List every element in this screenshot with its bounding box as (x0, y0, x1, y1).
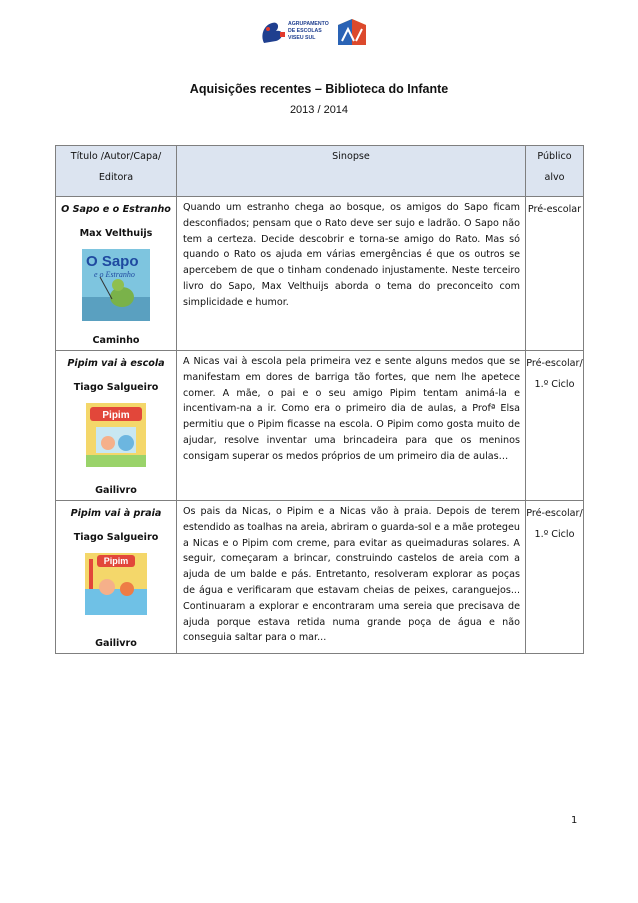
school-logo (258, 15, 368, 51)
book-info-cell (56, 197, 177, 351)
column-header-audience: Público alvo (526, 146, 584, 197)
book-audience: Pré-escolar (526, 197, 584, 351)
table-row (56, 351, 584, 501)
book-synopsis: Quando um estranho chega ao bosque, os amigos do Sapo ficam desconfiados; pensam que o Rato deve ser sujo e ladrão. O Sapo não tem a certeza. Decide descobrir e torna-se amigo do Rato. Mas só quando o Rato os ajuda em várias emergências é que os outros se apercebem de que o tinham condenado injustamente. Neste terceiro livro do Sapo, Max Velthuijs aborda o tema do preconceito com simplicidade e humor. (177, 197, 526, 351)
acquisitions-table (55, 145, 584, 654)
book-author: Max Velthuijs (79, 228, 153, 239)
book-title: Pipim vai à escola (67, 358, 165, 369)
page-title: Aquisições recentes – Biblioteca do Infante (189, 82, 449, 96)
school-emblem-icon (338, 19, 366, 45)
book-title: O Sapo e o Estranho (61, 204, 171, 215)
book-cover-image (86, 403, 146, 467)
page-number: 1 (571, 815, 578, 826)
book-audience: Pré-escolar/ 1.º Ciclo (526, 351, 584, 501)
table-row (56, 197, 584, 351)
book-author: Tiago Salgueiro (73, 532, 159, 543)
book-cover-image (82, 249, 150, 321)
logo-line-2: DE ESCOLAS (288, 28, 322, 34)
table-header-row (56, 146, 584, 197)
logo-line-3: VISEU SUL (288, 35, 316, 41)
book-publisher: Gailivro (95, 638, 137, 649)
table-row (56, 501, 584, 654)
book-synopsis: A Nicas vai à escola pela primeira vez e sente alguns medos que se manifestam em dores de barriga tão fortes, que nem lhe apetece comer. A mãe, o pai e o seu amigo Pipim tentam animá-la e incentivam-na a ir. Como era o primeiro dia de aulas, a Profª Elsa permitiu que o Pipim ficasse na escola. O Pipim como gosta muito de ajudar, resolve inventar uma brincadeira para que os meninos consigam superar os medos próprios de um primeiro dia de aulas… (177, 351, 526, 501)
svg-text:e o Estranho: e o Estranho (94, 270, 135, 279)
column-header-title: Título /Autor/Capa/ Editora (56, 146, 177, 197)
svg-text:O Sapo: O Sapo (86, 253, 139, 270)
book-publisher: Gailivro (95, 485, 137, 496)
logo-line-1: AGRUPAMENTO (288, 21, 329, 27)
book-info-cell (56, 351, 177, 501)
book-publisher: Caminho (92, 335, 140, 346)
book-info-cell (56, 501, 177, 654)
book-author: Tiago Salgueiro (73, 382, 159, 393)
svg-text:Pipim: Pipim (102, 410, 130, 421)
column-header-synopsis: Sinopse (177, 146, 526, 197)
book-cover-image (85, 553, 147, 615)
book-synopsis: Os pais da Nicas, o Pipim e a Nicas vão à praia. Depois de terem estendido as toalhas na areia, abriram o guarda-sol e a mãe protegeu a Nicas e o Pipim com creme, para evitar as queimaduras solares. A seguir, começaram a brincar, construindo castelos de areia com a ajuda de um balde e pás. Entretanto, resolveram explorar as poças de água e verificaram que estavam cheias de peixes, caranguejos... Continuaram a explorar e encontraram uma sereia que precisava de ajuda porque estava retida numa grande poça de água e não conseguia saltar para o mar... (177, 501, 526, 654)
book-audience: Pré-escolar/ 1.º Ciclo (526, 501, 584, 654)
svg-text:Pipim: Pipim (103, 556, 129, 566)
book-title: Pipim vai à praia (70, 508, 162, 519)
school-year: 2013 / 2014 (289, 104, 349, 116)
